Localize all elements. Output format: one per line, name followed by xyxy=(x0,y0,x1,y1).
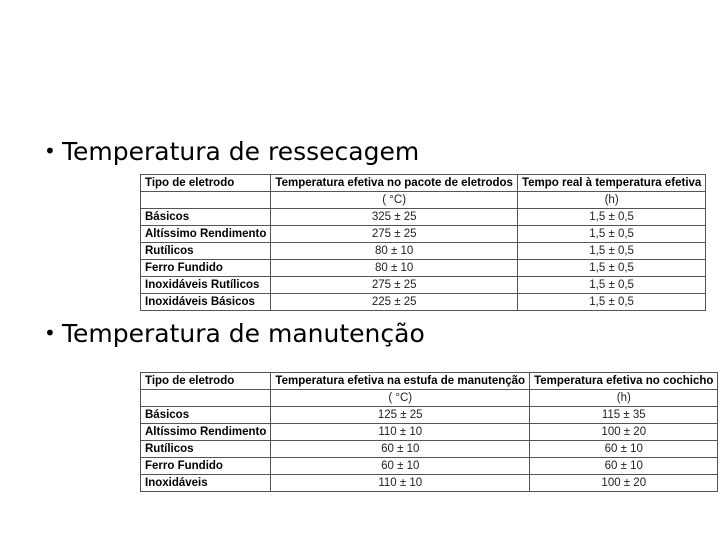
row-label: Inoxidáveis Básicos xyxy=(141,294,271,311)
header-cell: Temperatura efetiva na estufa de manutenção xyxy=(271,373,530,390)
row-label: Ferro Fundido xyxy=(141,260,271,277)
table-cell: 100 ± 20 xyxy=(530,475,718,492)
bullet-ressecagem xyxy=(44,136,419,167)
header-cell: Tipo de eletrodo xyxy=(141,373,271,390)
table-row xyxy=(141,458,718,475)
table-cell: 60 ± 10 xyxy=(271,441,530,458)
table-header-row xyxy=(141,175,706,192)
table-cell: 110 ± 10 xyxy=(271,475,530,492)
table-row xyxy=(141,407,718,424)
row-label: Inoxidáveis Rutílicos xyxy=(141,277,271,294)
table-cell: 60 ± 10 xyxy=(271,458,530,475)
table-ressecagem xyxy=(140,174,706,311)
units-cell: ( °C) xyxy=(271,390,530,407)
row-label: Altíssimo Rendimento xyxy=(141,424,271,441)
row-label: Básicos xyxy=(141,209,271,226)
table-cell: 275 ± 25 xyxy=(271,226,518,243)
row-label: Básicos xyxy=(141,407,271,424)
units-row xyxy=(141,192,706,209)
table-cell: 80 ± 10 xyxy=(271,260,518,277)
table-cell: 325 ± 25 xyxy=(271,209,518,226)
table-row xyxy=(141,475,718,492)
table-cell: 1,5 ± 0,5 xyxy=(517,260,705,277)
units-row xyxy=(141,390,718,407)
table-row xyxy=(141,243,706,260)
units-cell xyxy=(141,390,271,407)
table-cell: 1,5 ± 0,5 xyxy=(517,277,705,294)
bullet-dot: • xyxy=(44,321,56,345)
table-row xyxy=(141,277,706,294)
units-cell xyxy=(141,192,271,209)
table-cell: 1,5 ± 0,5 xyxy=(517,226,705,243)
row-label: Rutílicos xyxy=(141,441,271,458)
table-cell: 60 ± 10 xyxy=(530,458,718,475)
table-cell: 1,5 ± 0,5 xyxy=(517,209,705,226)
table-cell: 225 ± 25 xyxy=(271,294,518,311)
header-cell: Temperatura efetiva no pacote de eletrodos xyxy=(271,175,518,192)
table-row xyxy=(141,209,706,226)
table-cell: 110 ± 10 xyxy=(271,424,530,441)
units-cell: (h) xyxy=(517,192,705,209)
table-header-row xyxy=(141,373,718,390)
row-label: Inoxidáveis xyxy=(141,475,271,492)
table-cell: 115 ± 35 xyxy=(530,407,718,424)
table-cell: 1,5 ± 0,5 xyxy=(517,294,705,311)
table-manutencao xyxy=(140,372,718,492)
header-cell: Tempo real à temperatura efetiva xyxy=(517,175,705,192)
row-label: Altíssimo Rendimento xyxy=(141,226,271,243)
table-row xyxy=(141,294,706,311)
table-cell: 80 ± 10 xyxy=(271,243,518,260)
header-cell: Temperatura efetiva no cochicho xyxy=(530,373,718,390)
bullet-manutencao xyxy=(44,318,425,349)
table-cell: 1,5 ± 0,5 xyxy=(517,243,705,260)
row-label: Rutílicos xyxy=(141,243,271,260)
table-row xyxy=(141,441,718,458)
bullet-text: Temperatura de ressecagem xyxy=(62,137,420,166)
units-cell: (h) xyxy=(530,390,718,407)
table-row xyxy=(141,424,718,441)
row-label: Ferro Fundido xyxy=(141,458,271,475)
table-row xyxy=(141,260,706,277)
table-cell: 60 ± 10 xyxy=(530,441,718,458)
table-cell: 275 ± 25 xyxy=(271,277,518,294)
units-cell: ( °C) xyxy=(271,192,518,209)
bullet-dot: • xyxy=(44,139,56,163)
header-cell: Tipo de eletrodo xyxy=(141,175,271,192)
table-cell: 100 ± 20 xyxy=(530,424,718,441)
bullet-text: Temperatura de manutenção xyxy=(62,319,425,348)
table-cell: 125 ± 25 xyxy=(271,407,530,424)
table-row xyxy=(141,226,706,243)
